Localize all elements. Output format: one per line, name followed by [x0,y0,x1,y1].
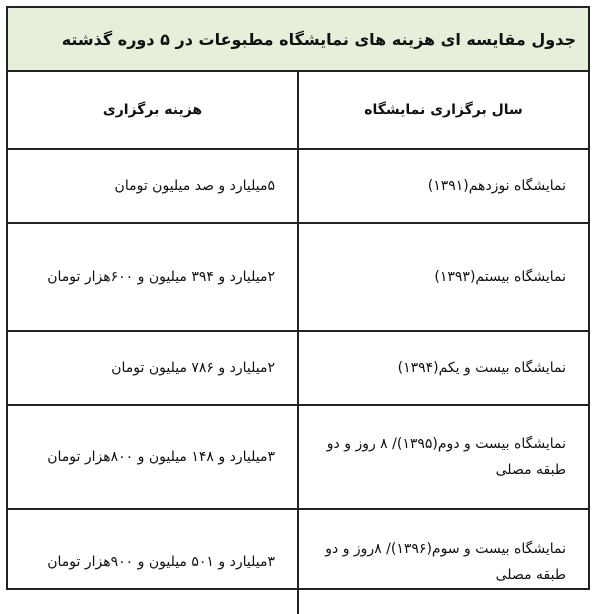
cell-year: نمایشگاه بیست و دوم(۱۳۹۵)/ ۸ روز و دو طبقه مصلی [298,405,588,509]
table-row [8,149,588,223]
cell-year: نمایشگاه نوزدهم(۱۳۹۱) [298,149,588,223]
cell-cost: ۲میلیارد و ۳۹۴ میلیون و ۶۰۰هزار تومان [8,223,298,331]
cell-year: نمایشگاه بیست و یکم(۱۳۹۴) [298,331,588,405]
cost-comparison-table [8,72,588,614]
header-cost: هزینه برگزاری [8,72,298,149]
cell-cost: ۵میلیارد و صد میلیون تومان [8,149,298,223]
header-year: سال برگزاری نمایشگاه [298,72,588,149]
cell-year: نمایشگاه بیستم(۱۳۹۳) [298,223,588,331]
table-title-bar [8,8,588,72]
comparison-table-frame [6,6,590,590]
cell-year: نمایشگاه بیست و سوم(۱۳۹۶)/ ۸روز و دو طبقه مصلی [298,509,588,614]
cell-cost: ۲میلیارد و ۷۸۶ میلیون تومان [8,331,298,405]
cell-cost: ۳میلیارد و ۱۴۸ میلیون و ۸۰۰هزار تومان [8,405,298,509]
table-row [8,509,588,614]
table-row [8,405,588,509]
table-title: جدول مقایسه ای هزینه های نمایشگاه مطبوعات در ۵ دوره گذشته [61,29,576,49]
table-row [8,331,588,405]
table-row [8,223,588,331]
table-header-row [8,72,588,149]
cell-cost: ۳میلیارد و ۵۰۱ میلیون و ۹۰۰هزار تومان [8,509,298,614]
